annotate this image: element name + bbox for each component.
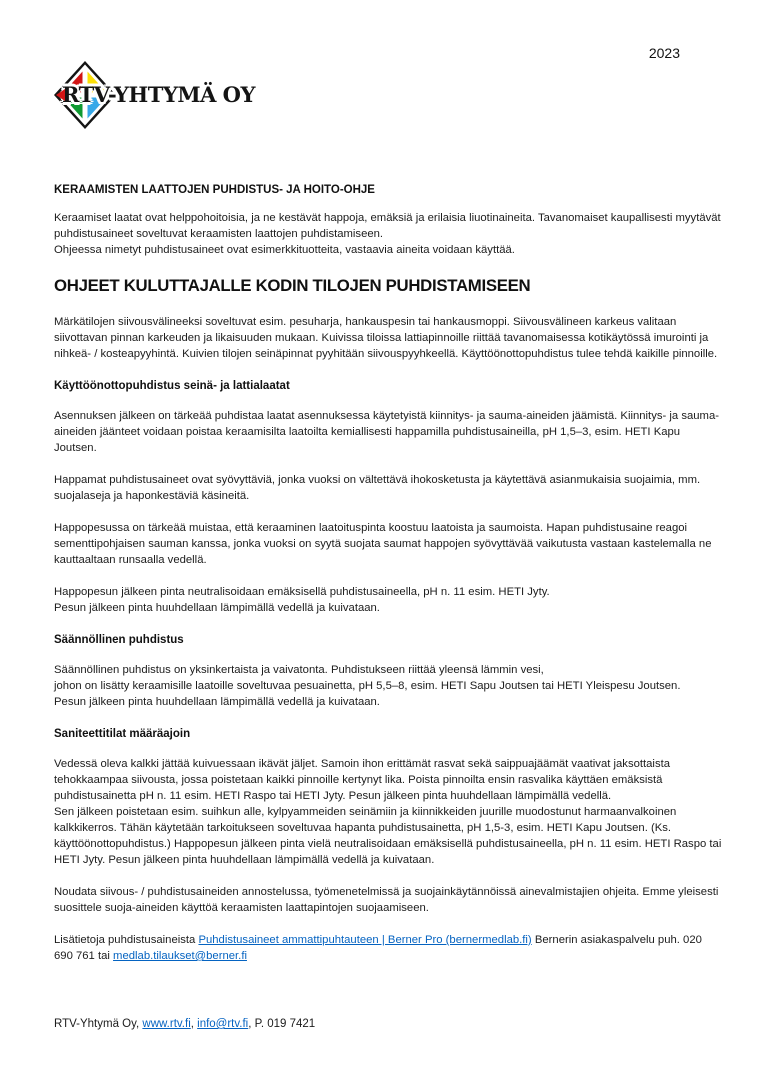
acid-wash-paragraph (54, 520, 722, 568)
rtv-email-link[interactable]: info@rtv.fi (197, 1018, 249, 1030)
text-run: Säännöllinen puhdistus on yksinkertaista ja vaivatonta. Puhdistukseen riittää yleensä lämmin vesi, (54, 664, 544, 676)
text-run: Märkätilojen siivousvälineeksi soveltuvat esim. pesuharja, hankauspesin tai hankausmoppi. Siivousvälineen karkeus valitaan siivottavan pinnan karkeuden ja likaisuuden mukaan. Kuivissa tiloissa lattiapinnoille riittää tavanomaisessa kotikäytössä imurointi ja nihkeä- / kosteapyyhintä. Kuivien tilojen seinäpinnat pyyhitään siivouspyyhkeellä. Käyttöönottopuhdistus tulee tehdä kaikille pinnoille. (54, 316, 718, 360)
medlab-email-link[interactable]: medlab.tilaukset@berner.fi (113, 950, 247, 962)
text-run: Pesun jälkeen pinta huuhdellaan lämpimällä vedellä ja kuivataan. (54, 696, 380, 708)
text-run: Bernerin asiakaspalvelu puh. 020 690 761 tai (54, 934, 702, 962)
regular-cleaning-paragraph (54, 662, 722, 710)
subheading-sanitary: Saniteettitilat määräajoin (54, 728, 191, 740)
text-run: johon on lisätty keraamisille laatoille soveltuvaa pesuainetta, pH 5,5–8, esim. HETI Sapu Joutsen tai HETI Yleispesu Joutsen. (54, 680, 681, 692)
intro-paragraph (54, 210, 722, 258)
logo-wordmark: RTV-YHTYMÄ OY (62, 82, 255, 107)
logo-arrow-icon (56, 89, 65, 101)
text-run: Happopesussa on tärkeää muistaa, että keraaminen laatoituspinta koostuu laatoista ja saumoista. Hapan puhdistusaine reagoi sementtipohjaisen sauman kanssa, jonka vuoksi on syytä suojata saumat happojen syövyttävää vaikutusta vastaan kastelemalla ne kauttaaltaan runsaalla vedellä. (54, 522, 712, 566)
text-run: Sen jälkeen poistetaan esim. suihkun alle, kylpyammeiden seinämiin ja kiinnikkeiden juurille muodostunut harmaanvalkoinen kalkkikerros. Tähän käytetään tarkoitukseen soveltuvaa hapanta puhdistusainetta, pH 1,5-3, esim. HETI Kapu Joutsen. (Ks. käyttöönottopuhdistus.) Happopesun jälkeen pinta vielä neutralisoidaan emäksisellä puhdistusaineella, pH n. 11 esim. HETI Raspo tai HETI Jyty. Pesun jälkeen pinta huuhdellaan lämpimällä vedellä ja kuivataan. (54, 806, 722, 866)
text-run: Asennuksen jälkeen on tärkeää puhdistaa laatat asennuksessa käytetyistä kiinnitys- ja sauma-aineiden jäämistä. Kiinnitys- ja sauma-aineiden jäänteet voidaan poistaa keraamisilta laatoilta kemiallisesti happamilla puhdistusaineilla, pH 1,5–3, esim. HETI Kapu Joutsen. (54, 410, 719, 454)
text-run: Keraamiset laatat ovat helppohoitoisia, ja ne kestävät happoja, emäksiä ja erilaisia liuotinaineita. Tavanomaiset kaupallisesti myytävät puhdistusaineet soveltuvat keraamisten laattojen puhdistamiseen. (54, 212, 721, 240)
text-run: Pesun jälkeen pinta huuhdellaan lämpimällä vedellä ja kuivataan. (54, 602, 380, 614)
text-run: , P. 019 7421 (248, 1018, 316, 1030)
installation-residue-paragraph (54, 408, 722, 456)
text-run: Happopesun jälkeen pinta neutralisoidaan emäksisellä puhdistusaineella, pH n. 11 esim. HETI Jyty. (54, 586, 550, 598)
page-footer (54, 1016, 722, 1032)
document-content (54, 182, 722, 980)
text-run: , (190, 1018, 198, 1030)
manufacturer-guidance-paragraph (54, 884, 722, 916)
rtv-website-link[interactable]: www.rtv.fi (142, 1018, 191, 1030)
neutralize-paragraph (54, 584, 722, 616)
cleaning-tools-paragraph (54, 314, 722, 362)
text-run: Vedessä oleva kalkki jättää kuivuessaan ikävät jäljet. Samoin ihon erittämät rasvat sekä saippuajäämät vaativat jaksottaista tehokkaampaa siivousta, jossa poistetaan kaikki pinnoille kertynyt lika. Poista pinnoilta ensin rasvalika käyttäen emäksistä puhdistusainetta pH n. 11 esim. HETI Raspo tai HETI Jyty. Pesun jälkeen pinta huuhdellaan lämpimällä vedellä. (54, 758, 671, 802)
subheading-regular-cleaning: Säännöllinen puhdistus (54, 634, 184, 646)
text-run: Lisätietoja puhdistusaineista (54, 934, 199, 946)
text-run: Ohjeessa nimetyt puhdistusaineet ovat esimerkkituotteita, vastaavia aineita voidaan käyttää. (54, 244, 515, 256)
page-year: 2023 (648, 45, 680, 61)
sanitary-paragraph (54, 756, 722, 868)
doc-title: KERAAMISTEN LAATTOJEN PUHDISTUS- JA HOITO-OHJE (54, 184, 375, 196)
text-run: Happamat puhdistusaineet ovat syövyttäviä, jonka vuoksi on vältettävä ihokosketusta ja käytettävä asianmukaisia suojaimia, mm. suojalaseja ja haponkestäviä käsineitä. (54, 474, 701, 502)
more-info-paragraph (54, 932, 722, 964)
text-run: Noudata siivous- / puhdistusaineiden annostelussa, työmenetelmissä ja suojainkäytännöissä ainevalmistajien ohjeita. Emme yleisesti suosittele suoja-aineiden käyttöä keraamisten laattapintojen suojaamiseen. (54, 886, 719, 914)
main-heading: OHJEET KULUTTAJALLE KODIN TILOJEN PUHDISTAMISEEN (54, 276, 531, 295)
text-run: RTV-Yhtymä Oy, (54, 1018, 143, 1030)
acid-safety-paragraph (54, 472, 722, 504)
berner-pro-link[interactable]: Puhdistusaineet ammattipuhtauteen | Berner Pro (bernermedlab.fi) (198, 934, 532, 946)
company-logo (53, 60, 268, 134)
subheading-initial-cleaning: Käyttöönottopuhdistus seinä- ja lattialaatat (54, 380, 290, 392)
